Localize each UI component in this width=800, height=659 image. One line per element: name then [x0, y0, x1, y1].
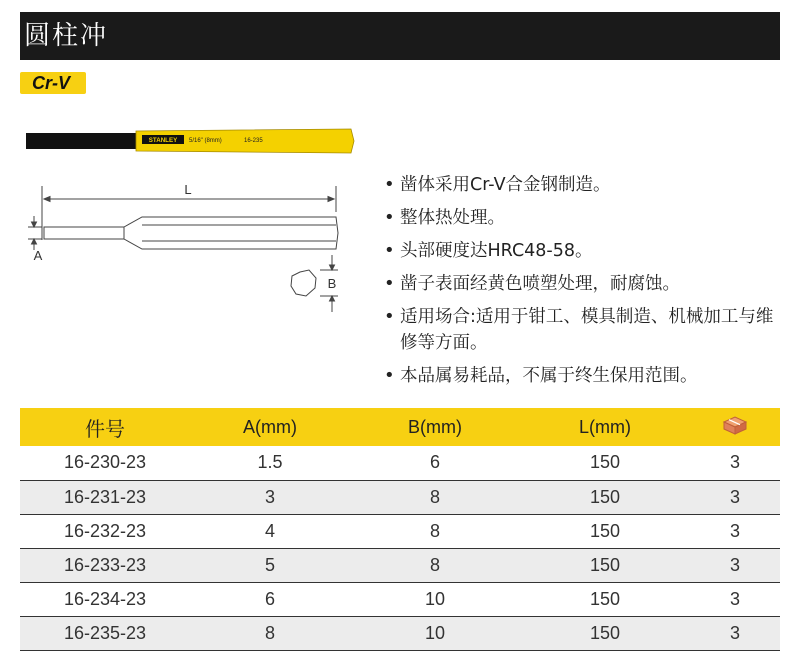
cell-l: 150: [589, 520, 621, 541]
dimension-a-label: A: [33, 248, 43, 263]
cell-part-no: 16-235-23: [63, 622, 147, 643]
feature-item: • 整体热处理。: [380, 205, 790, 231]
cell-l: 150: [589, 554, 621, 575]
cell-qty: 3: [729, 622, 740, 643]
col-header-box: [690, 408, 780, 446]
cell-a: 1.5: [257, 452, 283, 473]
feature-item: • 本品属易耗品，不属于终生保用范围。: [380, 363, 790, 389]
page-header: [20, 12, 780, 60]
material-badge-label: Cr-V: [32, 73, 71, 93]
cell-l: 150: [589, 588, 621, 609]
cell-part-no: 16-230-23: [63, 452, 147, 473]
package-box-icon: [721, 414, 749, 436]
page-title: 圆柱冲: [24, 21, 109, 51]
cell-part-no: 16-234-23: [63, 588, 147, 609]
spec-table: [20, 408, 780, 651]
dimension-l-label: L: [184, 182, 192, 197]
feature-item: • 适用场合:适用于钳工、模具制造、机械加工与维修等方面。: [380, 304, 790, 356]
feature-item: • 凿子表面经黄色喷塑处理，耐腐蚀。: [380, 271, 790, 297]
dimension-diagram: [20, 180, 360, 320]
cell-part-no: 16-231-23: [63, 486, 147, 507]
cell-qty: 3: [729, 588, 740, 609]
cell-qty: 3: [729, 554, 740, 575]
product-model: 16-235: [244, 138, 263, 144]
cell-a: 3: [264, 486, 275, 507]
cell-b: 8: [429, 520, 440, 541]
feature-list: [380, 172, 790, 396]
product-size: 5/16" (8mm): [189, 138, 222, 144]
cell-b: 10: [424, 588, 446, 609]
table-row: [20, 582, 780, 616]
col-header-b: B(mm): [408, 416, 462, 437]
cell-qty: 3: [729, 520, 740, 541]
cell-a: 4: [264, 520, 275, 541]
table-row: [20, 480, 780, 514]
cell-part-no: 16-232-23: [63, 520, 147, 541]
cell-qty: 3: [729, 486, 740, 507]
table-header-row: [20, 408, 780, 446]
cell-a: 6: [264, 588, 275, 609]
cell-l: 150: [589, 622, 621, 643]
col-header-l: L(mm): [579, 416, 631, 437]
feature-item: • 凿体采用Cr-V合金钢制造。: [380, 172, 790, 198]
cell-b: 8: [429, 554, 440, 575]
table-row: [20, 548, 780, 582]
cell-b: 6: [429, 452, 440, 473]
pin-punch-image: [26, 128, 356, 154]
product-brand: STANLEY: [148, 137, 178, 144]
cell-qty: 3: [729, 452, 740, 473]
cell-b: 8: [429, 486, 440, 507]
table-row: [20, 616, 780, 650]
table-row: [20, 514, 780, 548]
cell-a: 5: [264, 554, 275, 575]
cell-a: 8: [264, 622, 275, 643]
col-header-part-no: 件号: [85, 418, 125, 441]
material-badge: [20, 72, 86, 94]
cell-l: 150: [589, 486, 621, 507]
col-header-a: A(mm): [243, 416, 297, 437]
dimension-b-label: B: [327, 276, 337, 291]
cell-l: 150: [589, 452, 621, 473]
cell-b: 10: [424, 622, 446, 643]
hexagon-cross-section: [291, 270, 316, 296]
feature-item: • 头部硬度达HRC48-58。: [380, 238, 790, 264]
cell-part-no: 16-233-23: [63, 554, 147, 575]
table-row: [20, 446, 780, 480]
